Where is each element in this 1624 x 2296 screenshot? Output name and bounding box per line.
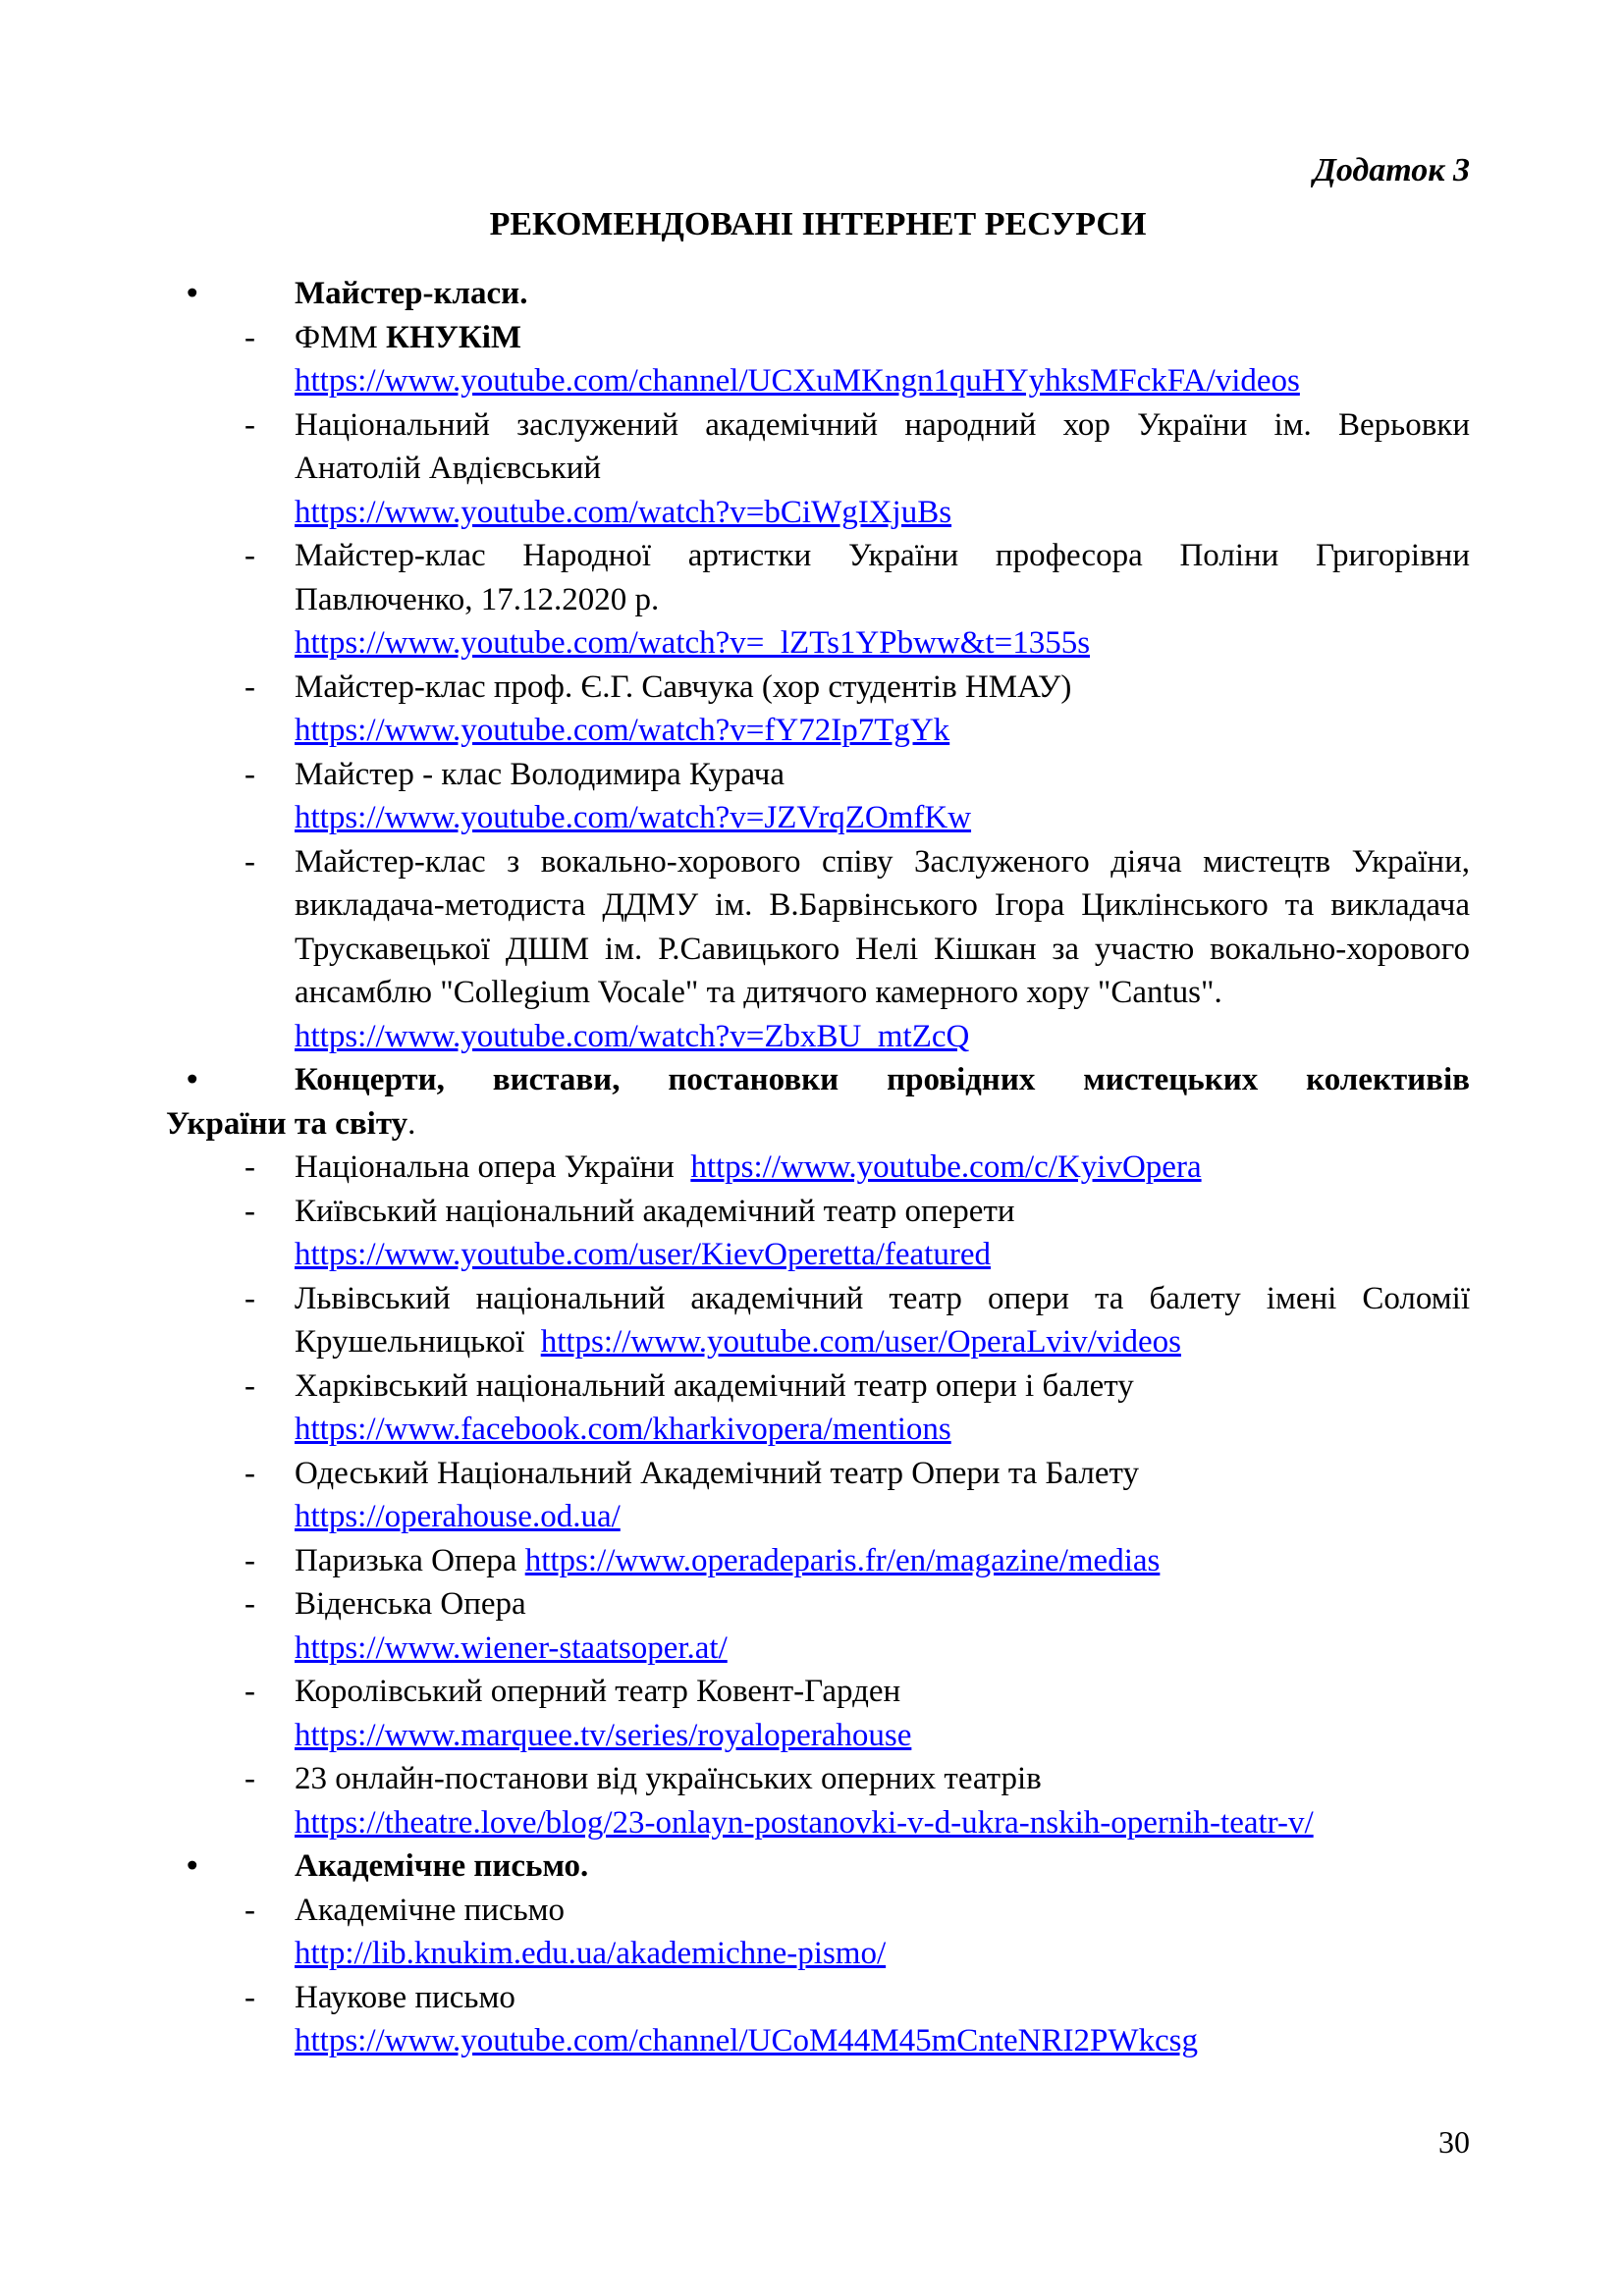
item-text: Майстер-клас Народної артистки України професора Поліни Григорівни Павлюченко, 17.12.2020 р.: [295, 538, 1470, 617]
dash-marker: -: [244, 1761, 255, 1796]
item-text: Львівський національний академічний театр опери та балету імені Соломії Крушельницької: [295, 1280, 1470, 1360]
section-header-tail: .: [407, 1105, 416, 1142]
document-content: [0, 149, 1624, 2063]
section-header: [166, 272, 1470, 316]
item-text: КНУКіМ: [386, 319, 522, 355]
dash-marker: -: [244, 1455, 255, 1491]
list-item: [244, 534, 1470, 666]
resource-link[interactable]: https://www.youtube.com/c/KyivOpera: [690, 1149, 1202, 1185]
item-text: Віденська Опера: [295, 1586, 526, 1622]
dash-marker: -: [244, 1542, 255, 1578]
resource-link[interactable]: https://www.youtube.com/watch?v=JZVrqZOmfKw: [295, 800, 972, 835]
resource-link[interactable]: https://www.youtube.com/channel/UCXuMKngn1quHYyhksMFckFA/videos: [295, 363, 1300, 399]
resource-link[interactable]: https://www.wiener-staatsoper.at/: [295, 1629, 728, 1666]
item-text: Київський національний академічний театр оперети: [295, 1193, 1015, 1229]
dash-marker: -: [244, 1586, 255, 1622]
dash-marker: -: [244, 319, 255, 355]
resource-link[interactable]: https://www.facebook.com/kharkivopera/mentions: [295, 1412, 951, 1447]
dash-marker: -: [244, 406, 255, 443]
section-header-text: Академічне письмо.: [295, 1848, 589, 1884]
resource-link[interactable]: https://www.youtube.com/watch?v=bCiWgIXjuBs: [295, 494, 952, 530]
resource-link[interactable]: https://www.youtube.com/user/OperaLviv/videos: [540, 1324, 1181, 1360]
list-item: [244, 1976, 1470, 2063]
list-item: [244, 1889, 1470, 1976]
list-item: [244, 403, 1470, 535]
dash-marker: -: [244, 1367, 255, 1404]
item-text: Майстер-клас проф. Є.Г. Савчука (хор студентів НМАУ): [295, 668, 1072, 705]
item-text: Національна опера України: [295, 1149, 691, 1185]
item-text: Харківський національний академічний театр опери і балету: [295, 1367, 1134, 1404]
resource-list: [166, 272, 1470, 2063]
list-item: [244, 1757, 1470, 1844]
resource-link[interactable]: https://www.youtube.com/channel/UCoM44M45mCnteNRI2PWkcsg: [295, 2023, 1198, 2058]
dash-marker: -: [244, 843, 255, 880]
bullet-marker: •: [187, 1848, 198, 1884]
list-item: [244, 840, 1470, 1059]
dash-marker: -: [244, 1979, 255, 2015]
list-item: [244, 1277, 1470, 1364]
list-item: [244, 1364, 1470, 1452]
section: [166, 272, 1470, 1058]
item-text: Одеський Національний Академічний театр Опери та Балету: [295, 1455, 1140, 1491]
bullet-marker: •: [187, 1062, 198, 1097]
item-text: Майстер-клас з вокально-хорового співу Заслуженого діяча мистецтв України, викладача-методиста ДДМУ ім. В.Барвінського Ігора Циклінського та викладача Трускавецької ДШМ ім. Р.Савицького Нелі Кішкан за участю вокально-хорового ансамблю "Collegium Vocale" та дитячого камерного хору "Cantus".: [295, 843, 1470, 1010]
list-item: [244, 1539, 1470, 1583]
dash-marker: -: [244, 1193, 255, 1229]
resource-link[interactable]: https://operahouse.od.ua/: [295, 1499, 621, 1534]
list-item: [244, 666, 1470, 753]
dash-marker: -: [244, 1280, 255, 1316]
page-title: РЕКОМЕНДОВАНІ ІНТЕРНЕТ РЕСУРСИ: [489, 205, 1147, 242]
section: [166, 1844, 1470, 2063]
resource-link[interactable]: https://www.youtube.com/watch?v=ZbxBU_mtZcQ: [295, 1018, 970, 1054]
resource-link[interactable]: https://www.operadeparis.fr/en/magazine/medias: [524, 1542, 1161, 1578]
annex-label: Додаток 3: [1313, 152, 1470, 188]
resource-link[interactable]: https://www.youtube.com/watch?v=_lZTs1YPbww&t=1355s: [295, 625, 1091, 661]
resource-link[interactable]: https://www.youtube.com/watch?v=fY72Ip7TgYk: [295, 713, 950, 748]
list-item: [244, 316, 1470, 403]
item-text: 23 онлайн-постанови від українських оперних театрів: [295, 1761, 1042, 1796]
list-item: [244, 1582, 1470, 1670]
section-header-continuation: [166, 1102, 1470, 1147]
resource-link[interactable]: http://lib.knukim.edu.ua/akademichne-pismo/: [295, 1936, 887, 1971]
dash-marker: -: [244, 1674, 255, 1709]
item-text: Майстер - клас Володимира Курача: [295, 756, 785, 792]
bullet-marker: •: [187, 276, 198, 311]
dash-marker: -: [244, 538, 255, 573]
list-item: [244, 1190, 1470, 1277]
item-text: ФММ: [295, 319, 387, 355]
list-item: [244, 1146, 1470, 1190]
item-text: Академічне письмо: [295, 1892, 566, 1928]
item-text: Паризька Опера: [295, 1542, 525, 1578]
item-text: Наукове письмо: [295, 1979, 515, 2015]
item-text: Королівський оперний театр Ковент-Гарден: [295, 1674, 901, 1709]
section-header-text: України та світу: [166, 1105, 408, 1142]
resource-link[interactable]: https://www.marquee.tv/series/royaloperahouse: [295, 1717, 912, 1753]
resource-link[interactable]: https://www.youtube.com/user/KievOperetta/featured: [295, 1237, 991, 1272]
resource-link[interactable]: https://theatre.love/blog/23-onlayn-postanovki-v-d-ukra-nskih-opernih-teatr-v/: [295, 1804, 1314, 1841]
section-header-text: Концерти, вистави, постановки провідних мистецьких колективів: [295, 1062, 1470, 1097]
dash-marker: -: [244, 668, 255, 705]
section-header: [166, 1844, 1470, 1889]
item-text: Національний заслужений академічний народний хор України ім. Верьовки Анатолій Авдієвський: [295, 406, 1470, 486]
list-item: [244, 753, 1470, 840]
list-item: [244, 1452, 1470, 1539]
section-header: [166, 1058, 1470, 1102]
section-header-text: Майстер-класи.: [295, 276, 528, 311]
dash-marker: -: [244, 1149, 255, 1185]
section: [166, 1058, 1470, 1844]
dash-marker: -: [244, 1892, 255, 1928]
dash-marker: -: [244, 756, 255, 792]
list-item: [244, 1670, 1470, 1757]
page-number: 30: [1438, 2124, 1470, 2160]
